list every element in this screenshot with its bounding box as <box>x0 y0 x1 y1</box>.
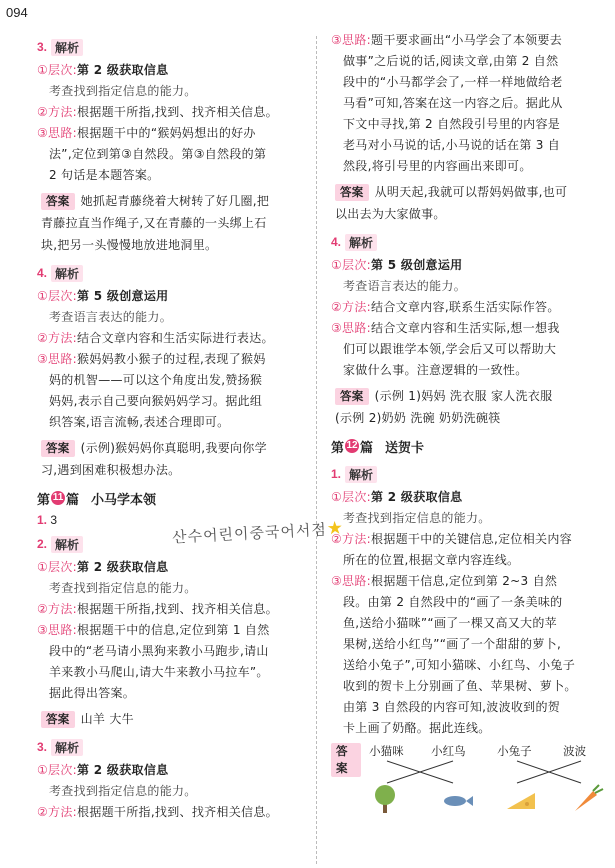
step-text: 做事”之后说的话,阅读文章,由第 2 自然 <box>343 54 559 68</box>
step-label: ②方法: <box>37 602 78 616</box>
fish-icon <box>444 796 473 806</box>
match-label-bird: 小红鸟 <box>431 744 466 758</box>
q3-heading: 3. 解析 <box>37 36 299 58</box>
text-line <box>331 634 597 655</box>
text-line <box>331 30 597 51</box>
step-label: ②方法: <box>37 805 78 819</box>
text-line <box>331 297 597 318</box>
answer-text: 以出去为大家做事。 <box>335 207 446 221</box>
r-q1-heading: 1. 解析 <box>331 463 597 485</box>
text-line <box>331 592 597 613</box>
text-line <box>37 102 299 123</box>
text-line <box>37 144 299 165</box>
step-text: 们可以跟谁学本领,学会后又可以帮助大 <box>343 342 557 356</box>
answer-text: 习,遇到困难积极想办法。 <box>41 463 181 477</box>
step-text: 据此得出答案。 <box>49 686 136 700</box>
step-text: 第 2 级获取信息 <box>77 763 169 777</box>
step-text: 段中的“老马请小黑狗来教小马跑步,请山 <box>49 644 269 658</box>
q3-answer <box>37 190 299 256</box>
step-text: 第 2 级获取信息 <box>77 560 169 574</box>
answer-line <box>41 212 299 234</box>
text-line <box>331 487 597 508</box>
step-text: 根据题干中的信息,定位到第 1 自然 <box>77 623 270 637</box>
carrot-icon <box>575 785 603 811</box>
step-text: 家做什么事。注意逻辑的一致性。 <box>343 363 528 377</box>
text-line <box>331 93 597 114</box>
answer-text: (示例)猴妈妈你真聪明,我要向你学 <box>80 441 267 455</box>
step-text: 考查语言表达的能力。 <box>49 310 173 324</box>
text-line <box>331 255 597 276</box>
text-line <box>331 114 597 135</box>
step-text: 考查找到指定信息的能力。 <box>49 581 197 595</box>
q3-lines <box>37 60 299 186</box>
step-text: 由第 3 自然段的内容可知,波波收到的贺 <box>343 700 561 714</box>
answer-text: 块,把另一头慢慢地放进地洞里。 <box>41 238 218 252</box>
answer-line <box>335 203 597 225</box>
q1-answer: 1. 3 <box>37 513 58 527</box>
step-text: 考查语言表达的能力。 <box>343 279 467 293</box>
text-line <box>331 655 597 676</box>
answer-line <box>335 181 597 203</box>
answer-tag: 答案 <box>335 388 369 405</box>
step-text: 妈的机智——可以这个角度出发,赞扬猴 <box>49 373 263 387</box>
step-text: 根据题干所指,找到、找齐相关信息。 <box>77 805 278 819</box>
r-q4-lines <box>331 255 597 381</box>
answer-line <box>41 708 299 730</box>
step-text: 妈妈,表示自己要向猴妈妈学习。据此组 <box>49 394 263 408</box>
text-line <box>37 578 299 599</box>
r-q4-heading: 4. 解析 <box>331 231 597 253</box>
text-line <box>37 123 299 144</box>
text-line <box>331 550 597 571</box>
text-line <box>37 328 299 349</box>
r-q3-answer <box>331 181 597 225</box>
text-line <box>37 760 299 781</box>
step-label: ③思路: <box>331 574 372 588</box>
text-line <box>331 571 597 592</box>
step-text: 鱼,送给小猫咪”“画了一棵又高又大的苹 <box>343 616 557 630</box>
text-line <box>37 81 299 102</box>
step-text: 果树,送给小红鸟”“画了一个甜甜的萝卜, <box>343 637 562 651</box>
text-line <box>331 135 597 156</box>
text-line <box>37 165 299 186</box>
step-text: 织答案,语言流畅,表述合理即可。 <box>49 415 230 429</box>
text-line <box>37 557 299 578</box>
step-text: 段中的“小马都学会了,一样一样地做给老 <box>343 75 563 89</box>
text-line <box>331 339 597 360</box>
answer-line <box>41 459 299 481</box>
text-line <box>331 360 597 381</box>
step-label: ①层次: <box>37 560 78 574</box>
q3b-heading: 3. 解析 <box>37 736 299 758</box>
text-line <box>37 307 299 328</box>
text-line <box>331 318 597 339</box>
answer-line <box>41 190 299 212</box>
step-label: ①层次: <box>37 289 78 303</box>
step-text: 然段,将引号里的内容画出来即可。 <box>343 159 532 173</box>
step-text: 卡上画了奶酪。据此连线。 <box>343 721 491 735</box>
step-text: 老马对小马说的话,小马说的话在第 3 自 <box>343 138 561 152</box>
answer-tag: 答案 <box>41 711 75 728</box>
step-label: ①层次: <box>331 490 372 504</box>
step-text: 第 2 级获取信息 <box>371 490 463 504</box>
step-text: 结合文章内容和生活实际进行表达。 <box>77 331 274 345</box>
step-label: ②方法: <box>37 331 78 345</box>
tree-icon <box>375 785 395 813</box>
text-line <box>37 412 299 433</box>
step-text: 考查找到指定信息的能力。 <box>49 784 197 798</box>
step-label: ③思路: <box>331 33 372 47</box>
match-label-cat: 小猫咪 <box>369 744 404 758</box>
step-text: 考查找到指定信息的能力。 <box>49 84 197 98</box>
step-text: 猴妈妈教小猴子的过程,表现了猴妈 <box>77 352 266 366</box>
answer-text: (示例 1)妈妈 洗衣服 家人洗衣服 <box>374 389 553 403</box>
answer-tag: 答案 <box>335 184 369 201</box>
step-text: 根据题干中的关键信息,定位相关内容 <box>371 532 572 546</box>
match-label-bobo: 波波 <box>563 744 587 758</box>
text-line <box>331 613 597 634</box>
r-q1-lines <box>331 487 597 739</box>
text-line <box>37 599 299 620</box>
text-line <box>37 683 299 704</box>
step-label: ③思路: <box>331 321 372 335</box>
answer-text: (示例 2)奶奶 洗碗 奶奶洗碗筷 <box>335 411 501 425</box>
text-line <box>331 72 597 93</box>
step-text: 马看”可知,答案在这一内容之后。据此从 <box>343 96 563 110</box>
answer-line <box>335 407 597 429</box>
text-line <box>37 641 299 662</box>
column-divider <box>316 36 317 864</box>
text-line <box>37 286 299 307</box>
step-label: ①层次: <box>331 258 372 272</box>
step-text: 根据题干所指,找到、找齐相关信息。 <box>77 105 278 119</box>
step-text: 根据题干所指,找到、找齐相关信息。 <box>77 602 278 616</box>
star-icon: ★ <box>326 517 345 540</box>
answer-tag: 答案 <box>41 193 75 210</box>
text-line <box>331 156 597 177</box>
r-q4-answer <box>331 385 597 429</box>
step-text: 法”,定位到第③自然段。第③自然段的第 <box>49 147 267 161</box>
step-text: 结合文章内容和生活实际,想一想我 <box>371 321 560 335</box>
step-label: ②方法: <box>37 105 78 119</box>
step-label: ①层次: <box>37 763 78 777</box>
matching-diagram <box>367 743 597 813</box>
q2-heading: 2. 解析 <box>37 533 299 555</box>
section-11-title: 第 11 篇 小马学本领 <box>37 491 157 507</box>
text-line <box>331 529 597 550</box>
text-line <box>331 697 597 718</box>
step-text: 根据题干中的“猴妈妈想出的好办 <box>77 126 256 140</box>
answer-text: 山羊 大牛 <box>80 712 134 726</box>
step-text: 根据题干信息,定位到第 2~3 自然 <box>371 574 558 588</box>
right-column <box>331 30 597 813</box>
text-line <box>37 370 299 391</box>
answer-text: 青藤拉直当作绳子,又在青藤的一头绑上石 <box>41 216 267 230</box>
text-line <box>331 276 597 297</box>
text-line <box>37 662 299 683</box>
answer-text: 从明天起,我就可以帮妈妈做事,也可 <box>374 185 568 199</box>
q2-lines <box>37 557 299 704</box>
matching-answer <box>331 743 597 813</box>
step-text: 题干要求画出“小马学会了本领要去 <box>371 33 563 47</box>
answer-tag: 答案 <box>41 440 75 457</box>
step-label: ③思路: <box>37 352 78 366</box>
q4-heading: 4. 解析 <box>37 262 299 284</box>
answer-line <box>41 437 299 459</box>
match-label-rabbit: 小兔子 <box>497 744 532 758</box>
step-text: 收到的贺卡上分别画了鱼、苹果树、萝卜。 <box>343 679 577 693</box>
q4-lines <box>37 286 299 433</box>
step-text: 所在的位置,根据文章内容连线。 <box>343 553 520 567</box>
text-line <box>37 60 299 81</box>
text-line <box>331 718 597 739</box>
left-column <box>37 30 299 823</box>
step-label: ②方法: <box>331 532 372 546</box>
text-line <box>37 802 299 823</box>
watermark-logo: 산수어린이중국어서점★ <box>171 517 345 547</box>
text-line <box>37 391 299 412</box>
cheese-icon <box>507 793 535 809</box>
q4-answer <box>37 437 299 481</box>
text-line <box>331 508 597 529</box>
text-line <box>37 620 299 641</box>
step-text: 考查找到指定信息的能力。 <box>343 511 491 525</box>
answer-line <box>41 234 299 256</box>
step-text: 羊来教小马爬山,请大牛来教小马拉车”。 <box>49 665 269 679</box>
step-text: 送给小兔子”,可知小猫咪、小红鸟、小兔子 <box>343 658 576 672</box>
r-q3-lines <box>331 30 597 177</box>
step-text: 第 5 级创意运用 <box>371 258 463 272</box>
page-number: 094 <box>6 5 28 20</box>
q3b-lines <box>37 760 299 823</box>
text-line <box>331 51 597 72</box>
answer-line <box>335 385 597 407</box>
step-text: 结合文章内容,联系生活实际作答。 <box>371 300 560 314</box>
step-text: 下文中寻找,第 2 自然段引号里的内容是 <box>343 117 561 131</box>
text-line <box>37 349 299 370</box>
step-label: ③思路: <box>37 623 78 637</box>
step-label: ③思路: <box>37 126 78 140</box>
answer-text: 她抓起青藤绕着大树转了好几圈,把 <box>80 194 270 208</box>
q2-answer <box>37 708 299 730</box>
step-text: 2 句话是本题答案。 <box>49 168 160 182</box>
step-text: 第 2 级获取信息 <box>77 63 169 77</box>
step-label: ②方法: <box>331 300 372 314</box>
section-number-badge: 11 <box>52 492 64 503</box>
step-label: ①层次: <box>37 63 78 77</box>
answer-tag: 答案 <box>331 743 361 777</box>
text-line <box>331 676 597 697</box>
section-number-badge: 12 <box>346 440 358 451</box>
section-12-title: 第 12 篇 送贺卡 <box>331 439 425 455</box>
step-text: 段。由第 2 自然段中的“画了一条美味的 <box>343 595 563 609</box>
match-lines <box>367 757 607 813</box>
step-text: 第 5 级创意运用 <box>77 289 169 303</box>
text-line <box>37 781 299 802</box>
